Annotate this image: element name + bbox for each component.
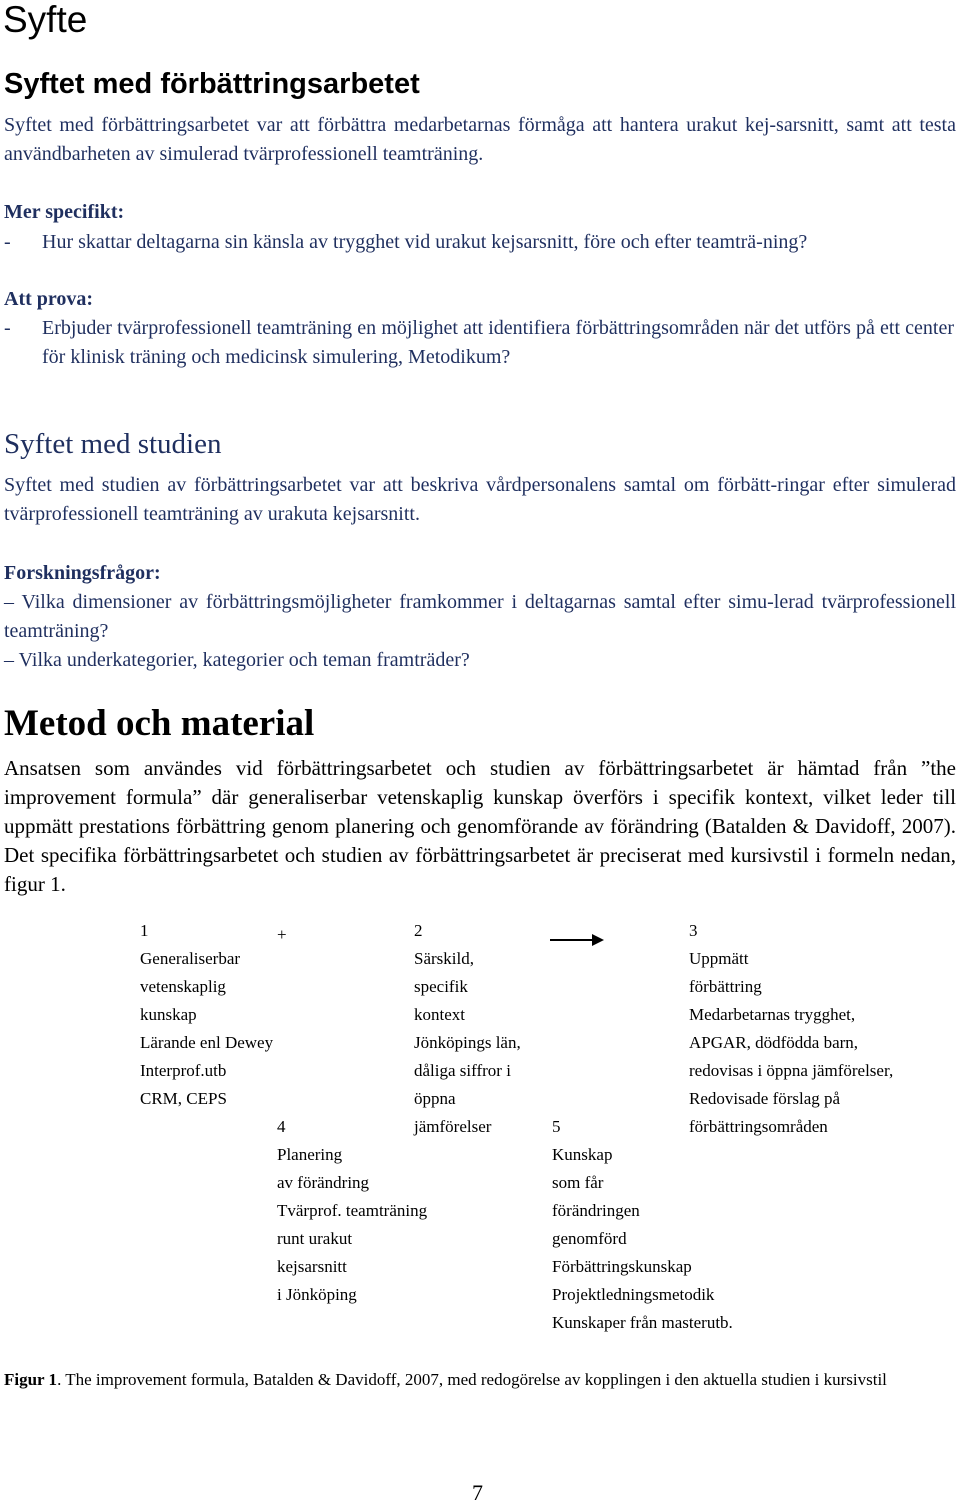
figure-col3-line: Medarbetarnas trygghet, — [689, 1005, 856, 1024]
figure-col4-line: av förändring — [277, 1173, 370, 1192]
figure-col4-line: Planering — [277, 1145, 343, 1164]
figure-col3-line: 3 — [689, 921, 698, 940]
heading-syftet-forbattringsarbetet: Syftet med förbättringsarbetet — [4, 68, 420, 100]
figure-col4-line: kejsarsnitt — [277, 1257, 347, 1276]
figure-column-4 — [277, 1117, 427, 1313]
figure-col1-line: CRM, CEPS — [140, 1089, 227, 1108]
item-att-prova: Erbjuder tvärprofessionell teamträning en möjlighet att identifiera förbättringsområden när det utförs på ett center för klinisk träning och medicinsk simulering, Metodikum? — [42, 317, 954, 368]
figure-caption-label: Figur 1 — [4, 1370, 58, 1389]
figure-column-3 — [689, 921, 893, 1145]
figure-col5-line: som får — [552, 1173, 604, 1192]
paragraph-metod: Ansatsen som användes vid förbättringsarbetet och studien av förbättringsarbetet är hämtad från ”the improvement formula” där generaliserbar vetenskaplig kunskap överförs i specifik kontext, vilket leder till uppmätt prestations förbättring genom planering och genomförande av förändring (Batalden & Davidoff, 2007). Det specifika förbättringsarbetet och studien av förbättringsarbetet är preciserat med kursivstil i formeln nedan, figur 1. — [4, 756, 956, 896]
figure-col5-line: Förbättringskunskap — [552, 1257, 692, 1276]
figure-col5-line: förändringen — [552, 1201, 640, 1220]
heading-syftet-studien: Syftet med studien — [4, 428, 222, 460]
figure-caption-text: . The improvement formula, Batalden & Davidoff, 2007, med redogörelse av kopplingen i den aktuella studien i kursivstil — [57, 1370, 887, 1389]
figure-col5-line: 5 — [552, 1117, 561, 1136]
figure-column-5 — [552, 1117, 733, 1341]
figure-col1-line: Generaliserbar — [140, 949, 241, 968]
figure-col2-line: Jönköpings län, — [414, 1033, 521, 1052]
figure-col3-line: förbättring — [689, 977, 762, 996]
item-mer-specifikt: Hur skattar deltagarna sin känsla av trygghet vid urakut kejsarsnitt, före och efter teamträ-ning? — [42, 231, 808, 253]
figure-column-2 — [414, 921, 521, 1145]
research-question-1: – Vilka dimensioner av förbättringsmöjligheter framkommer i deltagarnas samtal efter simu-lerad tvärprofessionell teamträning? — [4, 591, 956, 642]
figure-col2-line: dåliga siffror i — [414, 1061, 511, 1080]
figure-col1-line: Interprof.utb — [140, 1061, 227, 1080]
page-number: 7 — [472, 1480, 483, 1505]
figure-col1-line: vetenskaplig — [140, 977, 226, 996]
figure-col1-line: 1 — [140, 921, 149, 940]
dash-att-prova: - — [4, 317, 11, 339]
page-title: Syfte — [3, 0, 88, 40]
paragraph-syfte-forbattringsarbetet: Syftet med förbättringsarbetet var att förbättra medarbetarnas förmåga att hantera urakut kej-sarsnitt, samt att testa användbarheten av simulerad tvärprofessionell teamträning. — [4, 114, 956, 165]
figure-col5-line: Kunskaper från masterutb. — [552, 1313, 733, 1332]
figure-col3-line: Uppmätt — [689, 949, 749, 968]
dash-mer-specifikt: - — [4, 231, 11, 253]
figure-col2-line: Särskild, — [414, 949, 474, 968]
figure-col2-line: specifik — [414, 977, 468, 996]
figure-arrow-right-icon — [548, 932, 606, 948]
paragraph-syfte-studien: Syftet med studien av förbättringsarbetet var att beskriva vårdpersonalens samtal om förbätt-ringar efter simulerad tvärprofessionell teamträning av urakuta kejsarsnitt. — [4, 474, 956, 525]
label-att-prova: Att prova: — [4, 288, 94, 310]
figure-col2-line: jämförelser — [414, 1117, 492, 1136]
figure-col1-line: Lärande enl Dewey — [140, 1033, 274, 1052]
heading-metod-material: Metod och material — [4, 703, 315, 744]
figure-col5-line: Kunskap — [552, 1145, 613, 1164]
figure-col2-line: kontext — [414, 1005, 465, 1024]
figure-col3-line: APGAR, dödfödda barn, — [689, 1033, 859, 1052]
research-question-2: – Vilka underkategorier, kategorier och teman framträder? — [4, 649, 470, 671]
figure-col1-line: kunskap — [140, 1005, 197, 1024]
figure-col3-line: Redovisade förslag på — [689, 1089, 841, 1108]
figure-col4-line: i Jönköping — [277, 1285, 357, 1304]
figure-col3-line: redovisas i öppna jämförelser, — [689, 1061, 894, 1080]
figure-col2-line: öppna — [414, 1089, 456, 1108]
figure-caption — [4, 1366, 956, 1394]
figure-col4-line: 4 — [277, 1117, 286, 1136]
label-forskningsfragor: Forskningsfrågor: — [4, 562, 161, 584]
figure-column-1 — [140, 921, 273, 1117]
figure-col2-line: 2 — [414, 921, 423, 940]
figure-col5-line: genomförd — [552, 1229, 627, 1248]
figure-col4-line: Tvärprof. teamträning — [277, 1201, 428, 1220]
figure-plus-sign: + — [277, 925, 287, 944]
figure-col5-line: Projektledningsmetodik — [552, 1285, 715, 1304]
figure-col3-line: förbättringsområden — [689, 1117, 828, 1136]
label-mer-specifikt: Mer specifikt: — [4, 201, 125, 223]
figure-col4-line: runt urakut — [277, 1229, 353, 1248]
